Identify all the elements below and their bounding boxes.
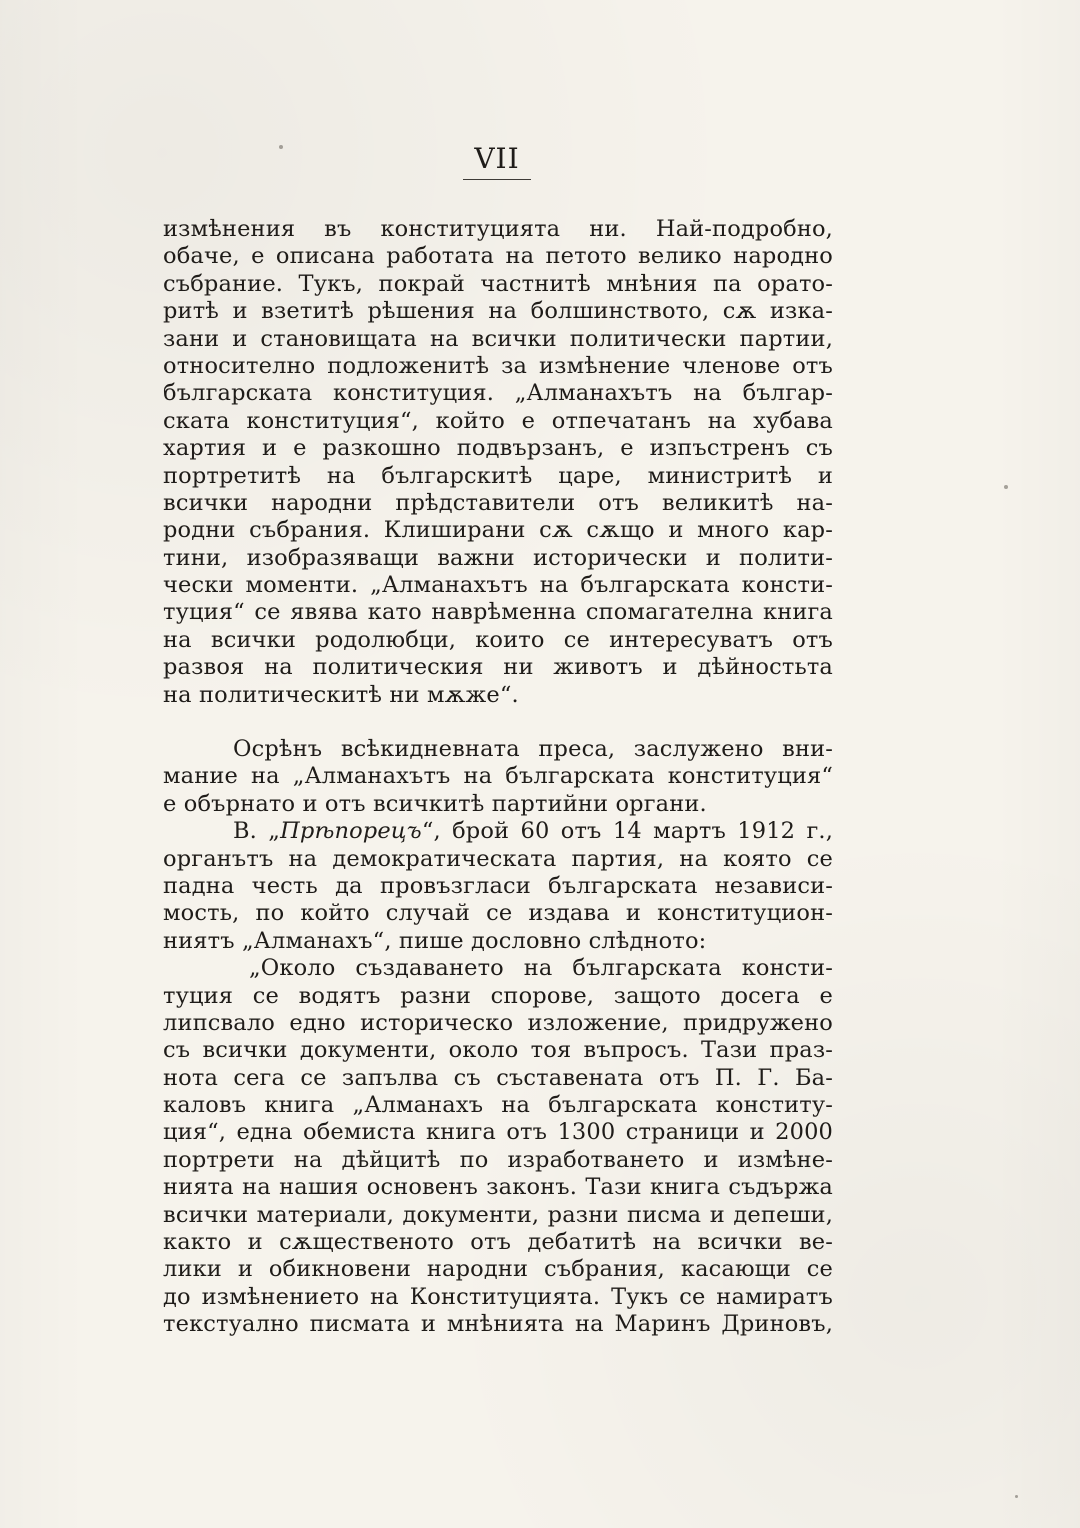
paper-speck [1015,1495,1018,1498]
text-line: събрание. Тукъ, покрай частнитѣ мнѣния па орато- [163,270,833,297]
paper-speck [279,145,283,149]
text-line: каловъ книга „Алманахъ на българската конститу- [163,1092,833,1119]
main-text-block-top [163,216,833,709]
text-line: ската конституция“, който е отпечатанъ на хубава [163,407,833,434]
main-text-block-bottom [163,736,833,1339]
text-line: чески моменти. „Алманахътъ на българската консти- [163,572,833,599]
newspaper-suffix: “, брой 60 отъ 14 мартъ 1912 г., [421,818,833,845]
text-line: всички народни прѣдставители отъ великитѣ на- [163,489,833,516]
text-line: портретитѣ на българскитѣ царе, министритѣ и [163,462,833,489]
text-line: е обърнато и отъ всичкитѣ партийни органи. [163,790,707,817]
text-line: както и сѫщественото отъ дебатитѣ на всички ве- [163,1229,833,1256]
text-line: нота сега се запълва съ съставената отъ П. Г. Ба- [163,1064,833,1091]
text-line: ция“, една обемиста книга отъ 1300 страници и 2000 [163,1119,833,1146]
text-line: съ всички документи, около тоя въпросъ. Тази праз- [163,1037,833,1064]
text-line: падна честь да провъзгласи българската независи- [163,872,833,899]
text-line: тини, изобразяващи важни исторически и полити- [163,544,833,571]
text-line: нията на нашия основенъ законъ. Тази книга съдържа [163,1174,833,1201]
text-line: до измѣнението на Конституцията. Тукъ се намиратъ [163,1283,833,1310]
text-line: текстуално писмата и мнѣнията на Маринъ Дриновъ, [163,1311,833,1338]
text-line: на всички родолюбци, които се интересуватъ отъ [163,626,833,653]
page-number-rule [463,179,531,180]
text-line: измѣнения въ конституцията ни. Най-подробно, [163,216,833,242]
text-line: българската конституция. „Алманахътъ на българ- [163,380,833,407]
page-number: VII [474,142,520,175]
text-line: относително подложенитѣ за измѣнение членове отъ [163,352,833,379]
text-line: родни събрания. Клиширани сѫ сѫщо и много кар- [163,517,833,544]
text-line: зани и становищата на всички политически партии, [163,325,833,352]
text-line: всички материали, документи, разни писма и депеши, [163,1201,833,1228]
text-line: на политическитѣ ни мѫже“. [163,681,519,708]
text-line: хартия и е разкошно подвързанъ, е изпъстренъ съ [163,435,833,462]
text-line: лики и обикновени народни събрания, касающи се [163,1256,833,1283]
text-line: развоя на политическия ни животъ и дѣйностьта [163,654,833,681]
text-line: мость, по който случай се издава и конституцион- [163,900,833,927]
text-line: „Около създаването на българската консти- [249,955,833,982]
text-line: портрети на дѣйцитѣ по изработването и измѣне- [163,1146,833,1173]
text-line: Осрѣнъ всѣкидневната преса, заслужено вни- [233,736,833,762]
newspaper-title: Прѣпорецъ [280,818,422,845]
text-line: обаче, е описана работата на петото велико народно [163,243,833,270]
text-line: ритѣ и взетитѣ рѣшения на болшинството, сѫ изка- [163,298,833,325]
text-line: органътъ на демократическата партия, на която се [163,845,833,872]
text-line: туция“ се явява като наврѣменна спомагателна книга [163,599,833,626]
newspaper-prefix: В. „ [233,818,281,845]
text-line: ниятъ „Алманахъ“, пише дословно слѣдното: [163,927,707,954]
text-line: мание на „Алманахътъ на българската конституция“ [163,763,833,790]
text-line [163,818,833,845]
text-line: туция се водятъ разни спорове, защото досега е [163,982,833,1009]
text-line: липсвало едно историческо изложение, придружено [163,1009,833,1036]
paper-speck [1004,485,1008,489]
